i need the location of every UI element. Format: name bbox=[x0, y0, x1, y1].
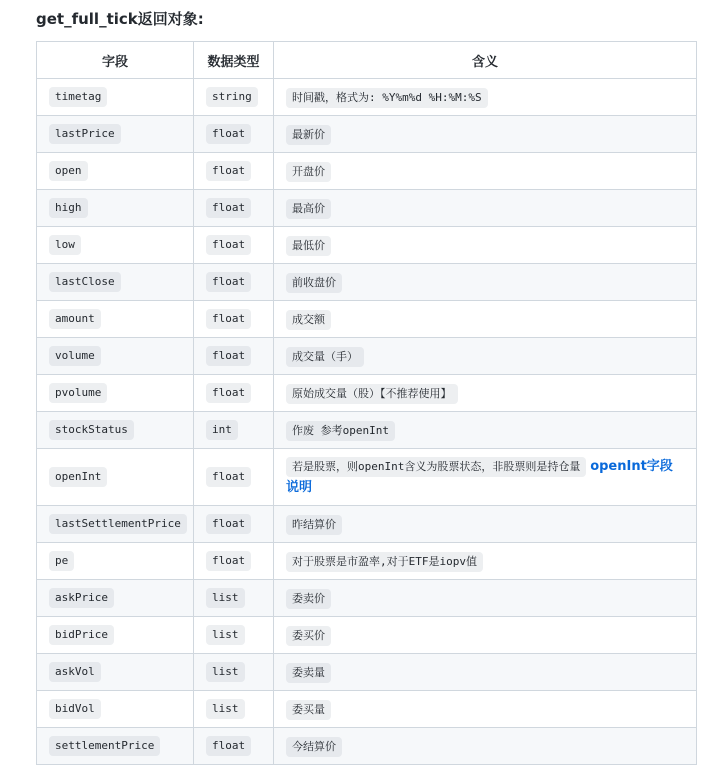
data-type: float bbox=[206, 309, 251, 329]
data-type: float bbox=[206, 736, 251, 756]
meaning-text: 成交额 bbox=[286, 310, 331, 330]
field-cell bbox=[37, 116, 194, 153]
type-cell bbox=[194, 116, 274, 153]
field-name: lastSettlementPrice bbox=[49, 514, 187, 534]
data-type: float bbox=[206, 551, 251, 571]
data-type: float bbox=[206, 124, 251, 144]
field-cell bbox=[37, 338, 194, 375]
table-header-row bbox=[37, 42, 697, 79]
field-name: stockStatus bbox=[49, 420, 134, 440]
data-type: int bbox=[206, 420, 238, 440]
meaning-text: 昨结算价 bbox=[286, 515, 342, 535]
meaning-cell bbox=[274, 449, 697, 506]
data-type: list bbox=[206, 625, 245, 645]
field-cell bbox=[37, 691, 194, 728]
meaning-text: 若是股票，则openInt含义为股票状态，非股票则是持仓量 bbox=[286, 457, 586, 477]
meaning-text: 委买量 bbox=[286, 700, 331, 720]
meaning-text: 今结算价 bbox=[286, 737, 342, 757]
meaning-cell bbox=[274, 116, 697, 153]
table-row bbox=[37, 375, 697, 412]
table-row bbox=[37, 449, 697, 506]
table-row bbox=[37, 543, 697, 580]
field-cell bbox=[37, 227, 194, 264]
table-row bbox=[37, 728, 697, 765]
meaning-text: 委卖量 bbox=[286, 663, 331, 683]
meaning-cell bbox=[274, 691, 697, 728]
field-cell bbox=[37, 728, 194, 765]
meaning-cell bbox=[274, 301, 697, 338]
table-row bbox=[37, 412, 697, 449]
field-name: pe bbox=[49, 551, 74, 571]
type-cell bbox=[194, 264, 274, 301]
type-cell bbox=[194, 301, 274, 338]
meaning-cell bbox=[274, 190, 697, 227]
type-cell bbox=[194, 153, 274, 190]
field-cell bbox=[37, 375, 194, 412]
table-row bbox=[37, 338, 697, 375]
field-name: askVol bbox=[49, 662, 101, 682]
meaning-text: 成交量（手） bbox=[286, 347, 364, 367]
meaning-text: 委卖价 bbox=[286, 589, 331, 609]
field-cell bbox=[37, 301, 194, 338]
field-name: pvolume bbox=[49, 383, 107, 403]
field-name: open bbox=[49, 161, 88, 181]
data-type: list bbox=[206, 699, 245, 719]
field-name: bidPrice bbox=[49, 625, 114, 645]
data-type: float bbox=[206, 272, 251, 292]
field-name: settlementPrice bbox=[49, 736, 160, 756]
meaning-cell bbox=[274, 338, 697, 375]
meaning-text: 最新价 bbox=[286, 125, 331, 145]
meaning-cell bbox=[274, 153, 697, 190]
field-name: askPrice bbox=[49, 588, 114, 608]
meaning-cell bbox=[274, 79, 697, 116]
table-row bbox=[37, 116, 697, 153]
field-name: amount bbox=[49, 309, 101, 329]
type-cell bbox=[194, 375, 274, 412]
table-row bbox=[37, 264, 697, 301]
meaning-cell bbox=[274, 728, 697, 765]
type-cell bbox=[194, 728, 274, 765]
table-row bbox=[37, 506, 697, 543]
meaning-cell bbox=[274, 412, 697, 449]
meaning-text: 开盘价 bbox=[286, 162, 331, 182]
table-row bbox=[37, 654, 697, 691]
type-cell bbox=[194, 543, 274, 580]
meaning-cell bbox=[274, 654, 697, 691]
type-cell bbox=[194, 617, 274, 654]
table-row bbox=[37, 190, 697, 227]
meaning-text: 对于股票是市盈率,对于ETF是iopv值 bbox=[286, 552, 483, 572]
data-type: float bbox=[206, 467, 251, 487]
meaning-cell bbox=[274, 227, 697, 264]
page-heading: get_full_tick返回对象: bbox=[36, 10, 204, 28]
type-cell bbox=[194, 190, 274, 227]
field-cell bbox=[37, 543, 194, 580]
field-name: bidVol bbox=[49, 699, 101, 719]
meaning-cell bbox=[274, 506, 697, 543]
type-cell bbox=[194, 449, 274, 506]
type-cell bbox=[194, 580, 274, 617]
data-type: float bbox=[206, 514, 251, 534]
field-name: openInt bbox=[49, 467, 107, 487]
field-cell bbox=[37, 264, 194, 301]
field-name: lastPrice bbox=[49, 124, 121, 144]
table-row bbox=[37, 691, 697, 728]
meaning-text: 委买价 bbox=[286, 626, 331, 646]
data-type: float bbox=[206, 383, 251, 403]
type-cell bbox=[194, 412, 274, 449]
header-field: 字段 bbox=[37, 42, 194, 79]
data-type: list bbox=[206, 662, 245, 682]
field-cell bbox=[37, 190, 194, 227]
meaning-cell bbox=[274, 264, 697, 301]
table-row bbox=[37, 153, 697, 190]
return-fields-table bbox=[36, 41, 697, 765]
meaning-text: 最低价 bbox=[286, 236, 331, 256]
field-cell bbox=[37, 79, 194, 116]
field-cell bbox=[37, 449, 194, 506]
field-cell bbox=[37, 580, 194, 617]
type-cell bbox=[194, 654, 274, 691]
header-type: 数据类型 bbox=[194, 42, 274, 79]
header-meaning: 含义 bbox=[274, 42, 697, 79]
field-cell bbox=[37, 654, 194, 691]
type-cell bbox=[194, 338, 274, 375]
field-name: lastClose bbox=[49, 272, 121, 292]
type-cell bbox=[194, 79, 274, 116]
field-cell bbox=[37, 412, 194, 449]
table-row bbox=[37, 227, 697, 264]
data-type: float bbox=[206, 346, 251, 366]
field-cell bbox=[37, 617, 194, 654]
openint-doc-link[interactable]: openInt字段说明 bbox=[286, 459, 673, 495]
meaning-text: 时间戳，格式为: %Y%m%d %H:%M:%S bbox=[286, 88, 488, 108]
table-row bbox=[37, 79, 697, 116]
meaning-cell bbox=[274, 375, 697, 412]
type-cell bbox=[194, 691, 274, 728]
field-cell bbox=[37, 153, 194, 190]
data-type: float bbox=[206, 161, 251, 181]
meaning-cell bbox=[274, 617, 697, 654]
type-cell bbox=[194, 227, 274, 264]
table-body bbox=[37, 79, 697, 765]
field-name: low bbox=[49, 235, 81, 255]
data-type: float bbox=[206, 198, 251, 218]
table-row bbox=[37, 617, 697, 654]
field-name: timetag bbox=[49, 87, 107, 107]
data-type: float bbox=[206, 235, 251, 255]
table-row bbox=[37, 580, 697, 617]
table-row bbox=[37, 301, 697, 338]
field-cell bbox=[37, 506, 194, 543]
meaning-text: 作废 参考openInt bbox=[286, 421, 395, 441]
field-name: volume bbox=[49, 346, 101, 366]
meaning-cell bbox=[274, 580, 697, 617]
data-type: list bbox=[206, 588, 245, 608]
data-type: string bbox=[206, 87, 258, 107]
field-name: high bbox=[49, 198, 88, 218]
meaning-text: 原始成交量（股）【不推荐使用】 bbox=[286, 384, 458, 404]
meaning-text: 最高价 bbox=[286, 199, 331, 219]
meaning-cell bbox=[274, 543, 697, 580]
type-cell bbox=[194, 506, 274, 543]
meaning-text: 前收盘价 bbox=[286, 273, 342, 293]
